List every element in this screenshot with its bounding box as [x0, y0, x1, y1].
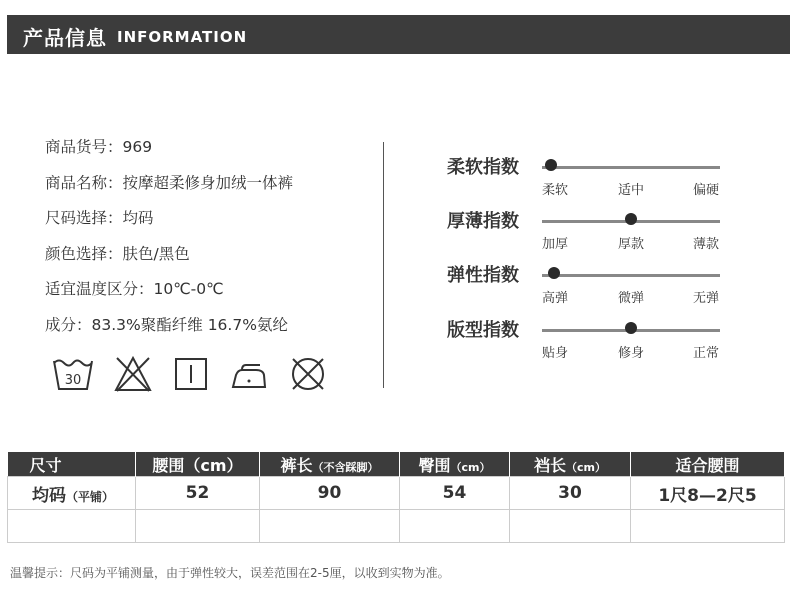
index-fit — [447, 316, 747, 366]
index-tick: 无弹 — [692, 291, 720, 306]
info-key: 成分 — [45, 315, 77, 334]
table-cell: 90 — [260, 477, 400, 510]
info-value: 10℃-0℃ — [153, 280, 224, 298]
info-sep: ： — [107, 138, 123, 156]
index-softness — [447, 153, 747, 203]
info-item-sku — [45, 136, 293, 172]
table-cell: 1尺8—2尺5 — [631, 477, 785, 510]
index-label: 厚薄指数 — [447, 211, 519, 232]
info-sep: ： — [76, 315, 92, 334]
index-tick: 修身 — [617, 346, 645, 361]
info-item-size — [45, 207, 293, 243]
index-label: 版型指数 — [447, 320, 519, 341]
info-key: 商品货号 — [45, 138, 108, 156]
table-header-row — [8, 452, 785, 477]
info-sep: ： — [107, 173, 123, 192]
column-header: 裆长（cm） — [510, 452, 631, 477]
index-tick: 柔软 — [541, 183, 569, 198]
index-tick: 正常 — [692, 346, 720, 361]
info-key: 适宜温度区分 — [45, 280, 139, 298]
info-value: 肤色/黑色 — [122, 244, 190, 263]
index-tick: 厚款 — [617, 237, 645, 252]
index-tick: 贴身 — [541, 346, 569, 361]
index-tick: 微弹 — [617, 291, 645, 306]
index-track — [542, 166, 720, 169]
index-thickness — [447, 207, 747, 257]
info-key: 尺码选择 — [45, 209, 108, 227]
line-dry-icon — [174, 355, 210, 395]
no-bleach-icon — [113, 355, 153, 395]
vertical-divider — [383, 142, 384, 388]
column-header: 尺寸 — [8, 452, 136, 477]
info-value: 按摩超柔修身加绒一体裤 — [122, 173, 294, 192]
table-row-empty — [8, 510, 785, 543]
info-value: 969 — [122, 138, 153, 156]
wash-30-icon — [52, 355, 94, 395]
info-item-temperature — [45, 278, 293, 314]
column-header: 腰围（cm） — [136, 452, 260, 477]
index-track — [542, 274, 720, 277]
section-header — [7, 15, 790, 54]
table-cell: 30 — [510, 477, 631, 510]
table-cell: 52 — [136, 477, 260, 510]
info-key: 商品名称 — [45, 173, 108, 192]
section-title-en: INFORMATION — [117, 28, 248, 46]
index-marker — [625, 322, 637, 334]
section-title: 产品信息 — [23, 26, 107, 50]
info-value: 均码 — [122, 209, 154, 227]
size-table — [7, 452, 785, 543]
index-tick: 薄款 — [692, 237, 720, 252]
index-marker — [548, 267, 560, 279]
index-label: 弹性指数 — [447, 265, 519, 286]
column-header: 适合腰围 — [631, 452, 785, 477]
index-tick: 偏硬 — [692, 183, 720, 198]
info-sep: ： — [107, 209, 123, 227]
index-marker — [625, 213, 637, 225]
table-cell — [510, 510, 631, 543]
wash-temp: 30 — [64, 373, 82, 388]
info-key: 颜色选择 — [45, 244, 108, 263]
index-tick: 加厚 — [541, 237, 569, 252]
info-sep: ： — [107, 244, 123, 263]
table-row — [8, 477, 785, 510]
column-header: 臀围（cm） — [400, 452, 510, 477]
info-value: 83.3%聚酯纤维 16.7%氨纶 — [91, 315, 288, 334]
info-sep: ： — [138, 280, 154, 298]
info-item-name — [45, 172, 293, 208]
index-elasticity — [447, 261, 747, 311]
size-note: 温馨提示：尺码为平铺测量，由于弹性较大，误差范围在2-5厘，以收到实物为准。 — [10, 566, 450, 580]
table-cell — [8, 510, 136, 543]
table-cell: 均码（平铺） — [8, 477, 136, 510]
table-cell: 54 — [400, 477, 510, 510]
iron-icon — [230, 355, 268, 395]
table-cell — [400, 510, 510, 543]
no-dry-clean-icon — [289, 355, 327, 395]
product-info-list — [45, 136, 293, 349]
table-cell — [136, 510, 260, 543]
index-tick: 适中 — [617, 183, 645, 198]
info-item-color — [45, 243, 293, 279]
index-label: 柔软指数 — [447, 157, 519, 178]
info-item-composition — [45, 314, 293, 350]
column-header: 裤长（不含踩脚） — [260, 452, 400, 477]
table-cell — [260, 510, 400, 543]
table-cell — [631, 510, 785, 543]
index-tick: 高弹 — [541, 291, 569, 306]
index-marker — [545, 159, 557, 171]
